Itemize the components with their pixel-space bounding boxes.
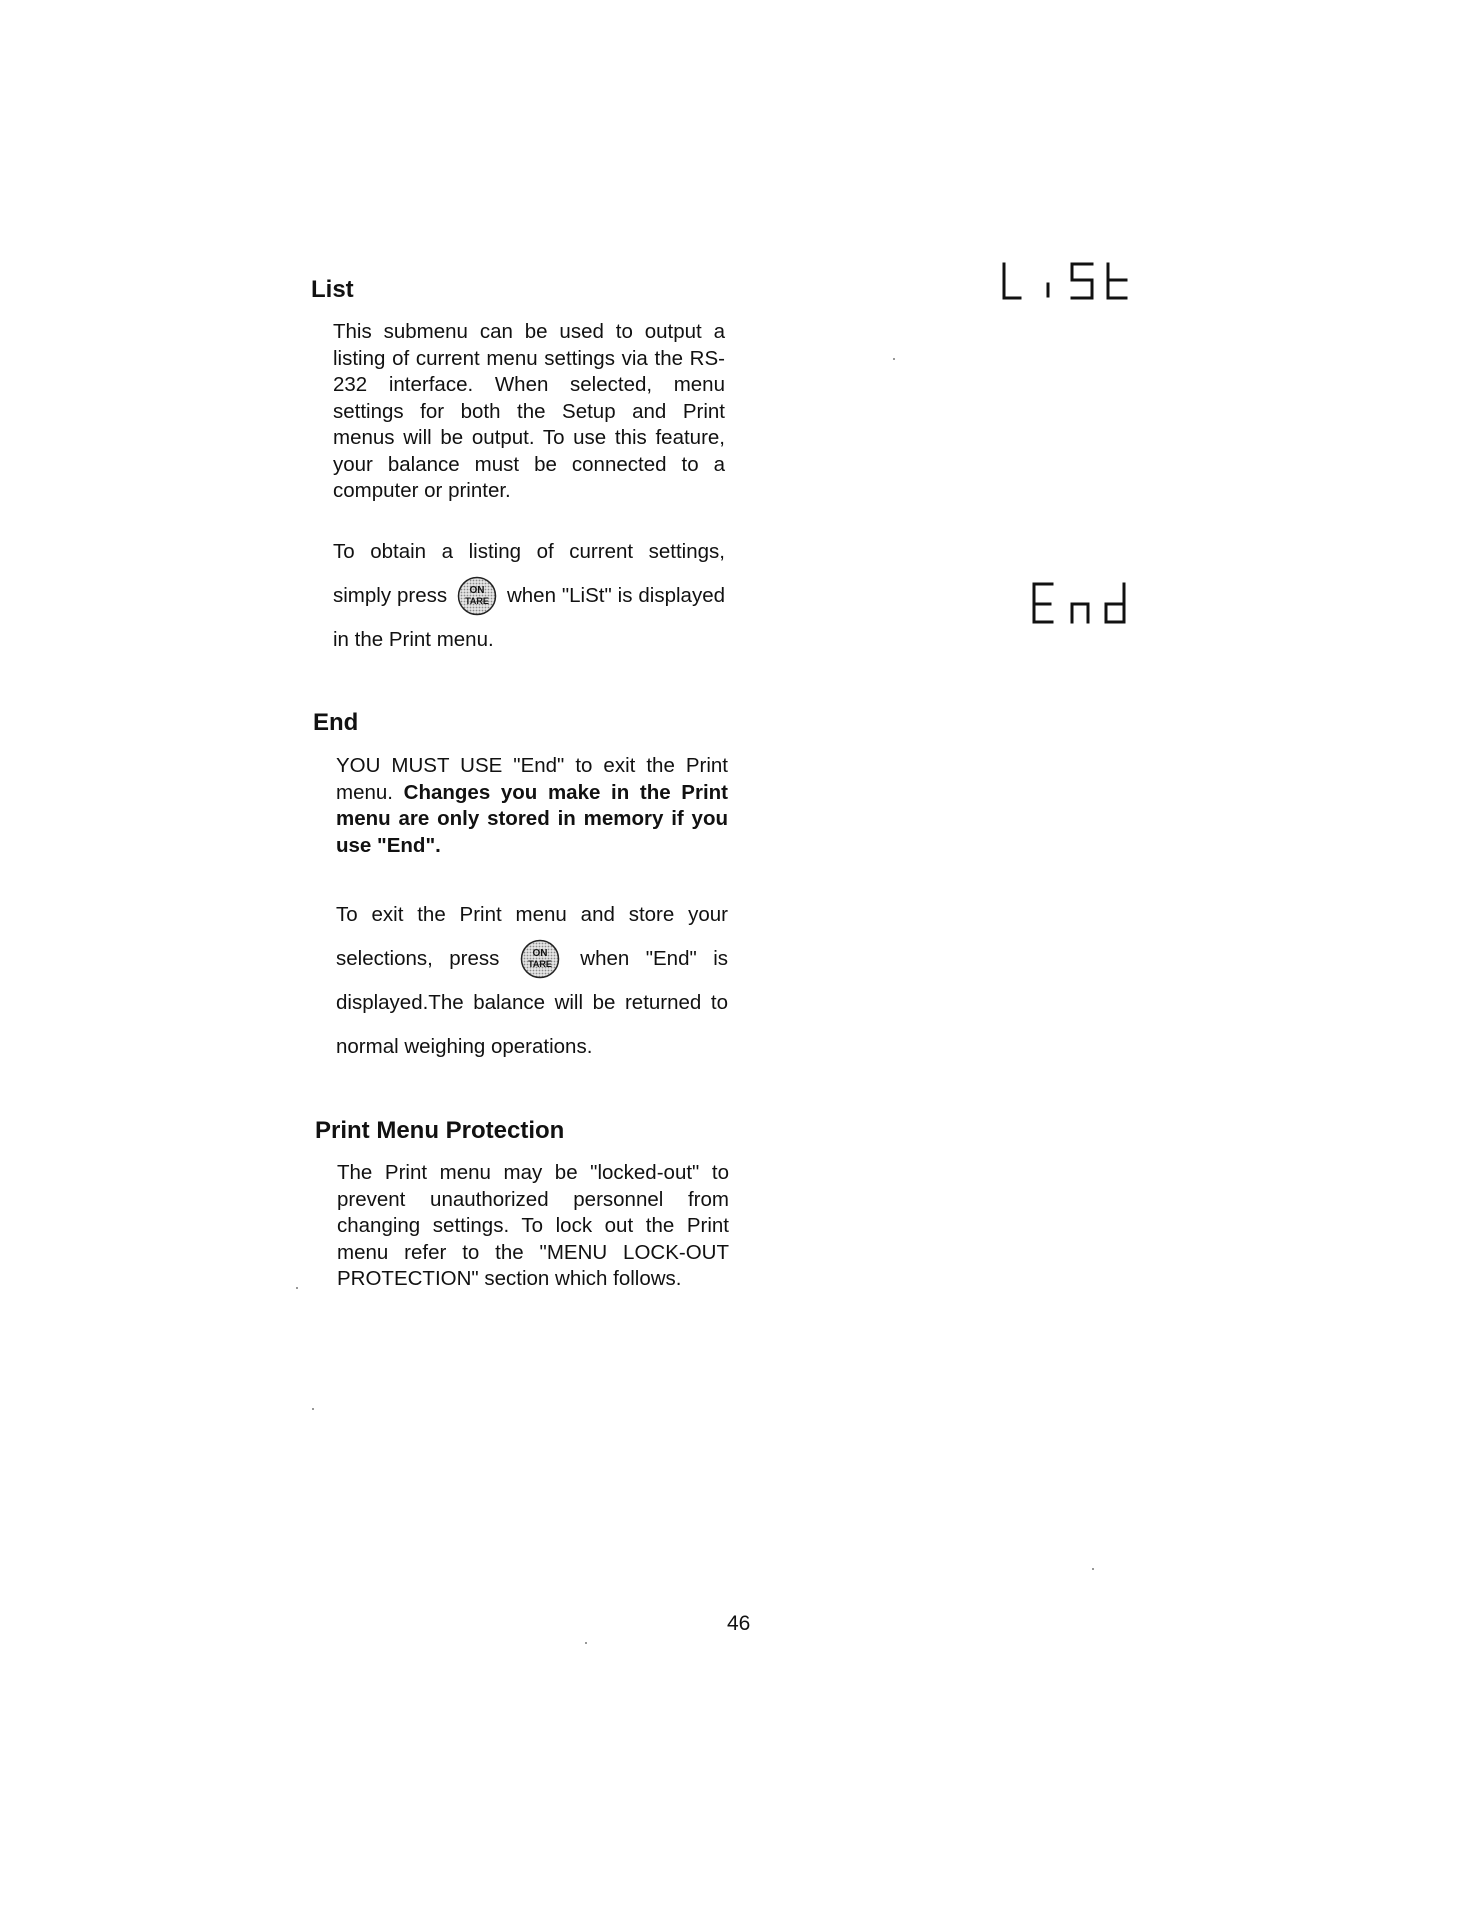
list-instruction-before: To obtain a listing of current settings, simply press (333, 540, 725, 607)
scan-speck (893, 358, 895, 360)
lcd-display-end (1030, 580, 1140, 632)
protection-description: The Print menu may be "locked-out" to prevent unauthorized personnel from changing settings. To lock out the Print menu refer to the "MENU LOCK-OUT PROTECTION" section which follows. (337, 1161, 729, 1290)
list-instruction-after: when "LiSt" is displayed in the Print menu. (333, 584, 725, 651)
end-instruction (336, 893, 728, 1069)
page-number: 46 (727, 1612, 751, 1635)
end-heading: End (313, 709, 359, 736)
scan-speck (312, 1408, 314, 1410)
scan-speck (1092, 1568, 1094, 1570)
tare-label: TARE (465, 595, 489, 606)
list-description: This submenu can be used to output a listing of current menu settings via the RS-232 interface. When selected, menu settings for both the Setup and Print menus will be output. To use this feature, your balance must be connected to a computer or printer. (333, 320, 725, 502)
list-instruction (333, 530, 725, 662)
on-label: ON (469, 584, 485, 596)
lcd-list-text: LiSt (1000, 258, 1002, 259)
list-heading: List (311, 276, 354, 303)
tare-label: TARE (527, 958, 552, 969)
lcd-display-list (1000, 258, 1140, 306)
end-warning-bold: Changes you make in the Print menu are only stored in memory if you use "End". (336, 780, 728, 857)
end-warning (336, 753, 728, 859)
end-warning-normal: YOU MUST USE "End" to exit the Print menu. (336, 754, 728, 804)
protection-heading: Print Menu Protection (315, 1117, 565, 1144)
end-instruction-before: To exit the Print menu and store your selections, press (336, 903, 728, 970)
scan-speck (585, 1642, 587, 1644)
lcd-end-text: End (1030, 580, 1032, 581)
on-label: ON (532, 947, 548, 959)
on-tare-button-icon (520, 939, 560, 979)
scan-speck (296, 1287, 298, 1289)
on-tare-button-icon (457, 576, 497, 616)
end-instruction-after: when "End" is displayed.The balance will be returned to normal weighing operations. (336, 947, 728, 1058)
